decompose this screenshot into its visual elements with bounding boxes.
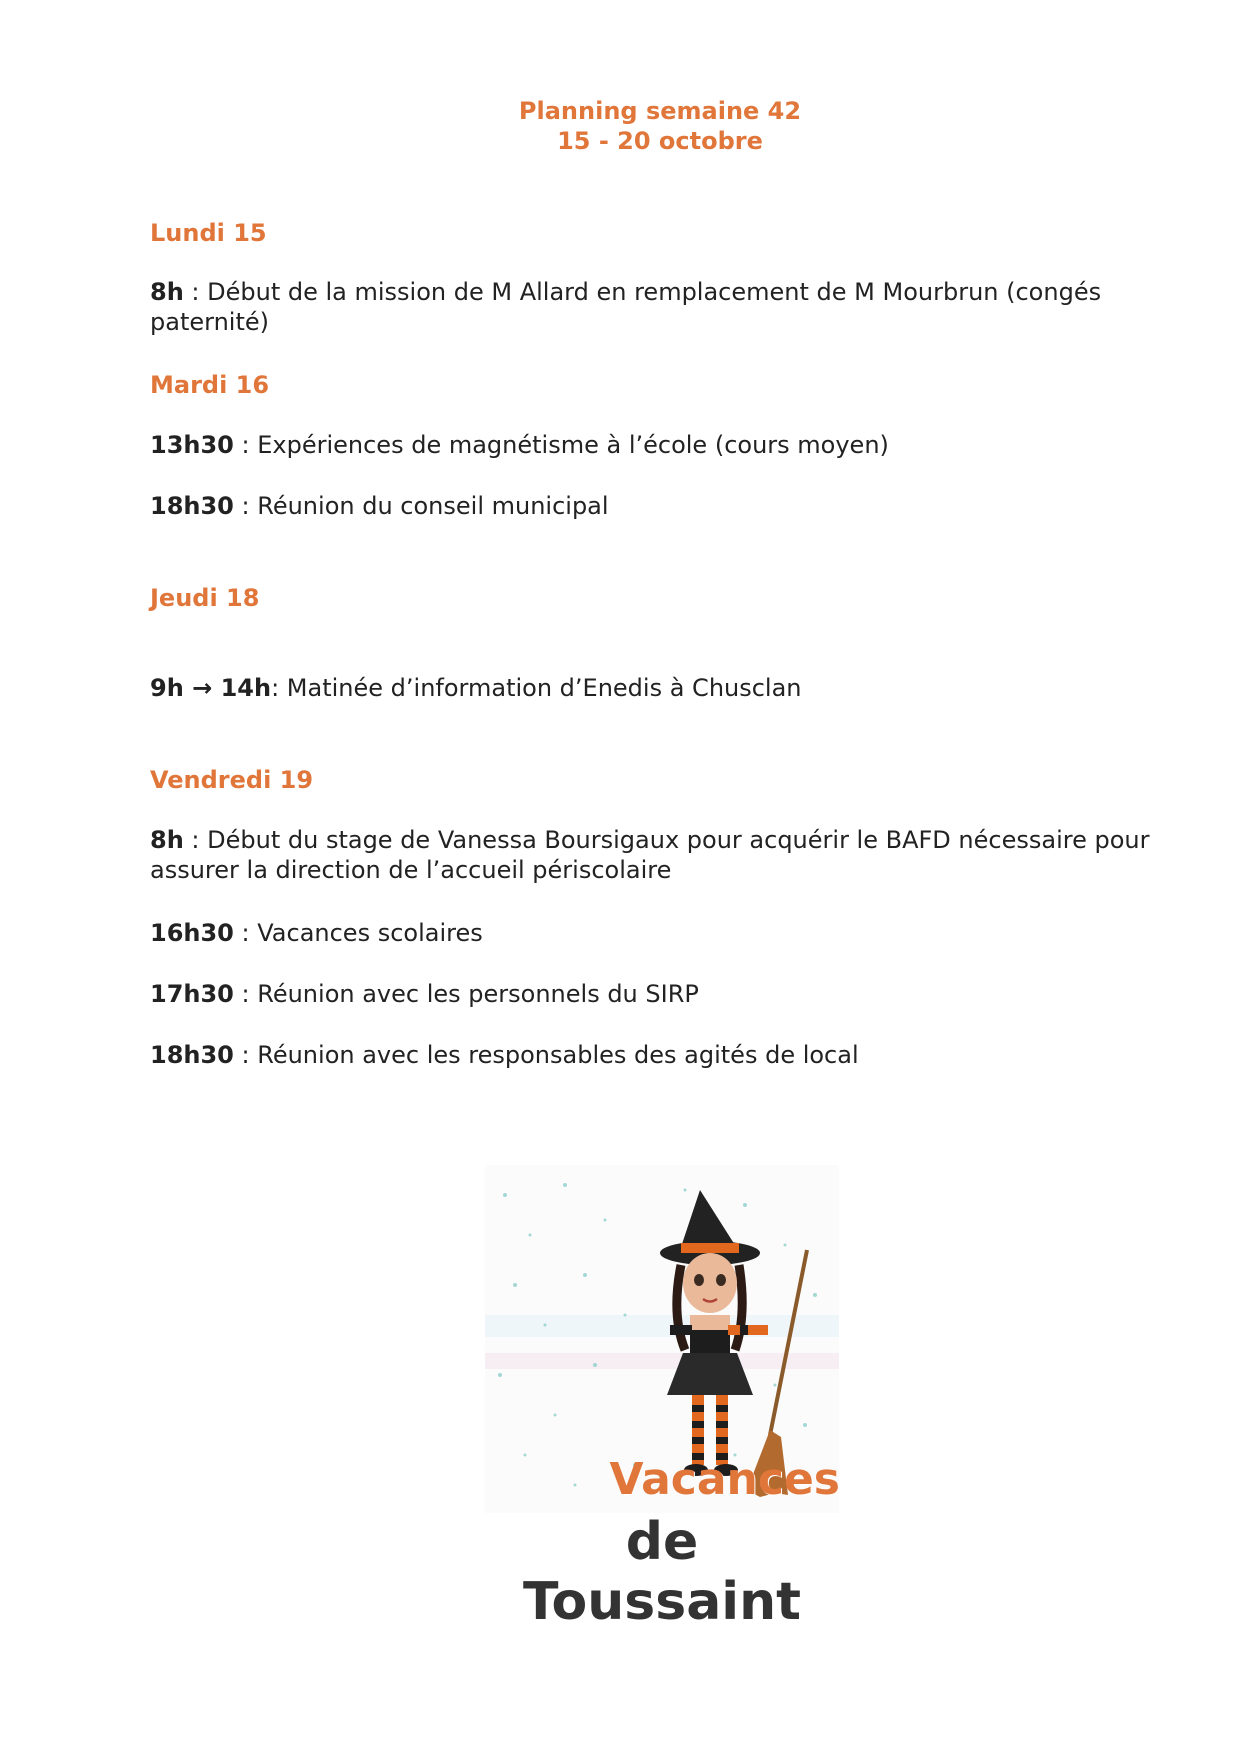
caption-vacances: Vacances [609, 1454, 840, 1505]
schedule-entry [150, 673, 1160, 703]
schedule-entry [150, 825, 1160, 885]
day-heading-vendredi: Vendredi 19 [150, 766, 314, 794]
entry-time: 18h30 [150, 492, 234, 520]
entry-time: 8h [150, 278, 184, 306]
entry-text: : Réunion avec les personnels du SIRP [233, 980, 699, 1008]
schedule-entry [150, 979, 1160, 1009]
day-heading-lundi: Lundi 15 [150, 219, 267, 247]
schedule-entry [150, 918, 1160, 948]
day-heading-mardi: Mardi 16 [150, 371, 270, 399]
schedule-entry [150, 430, 1160, 460]
title-line-1: Planning semaine 42 [518, 97, 802, 125]
day-heading-jeudi: Jeudi 18 [150, 584, 260, 612]
entry-text: : Réunion avec les responsables des agités de local [233, 1041, 859, 1069]
entry-time: 18h30 [150, 1041, 234, 1069]
caption-toussaint: de Toussaint [522, 1512, 801, 1632]
entry-time: 16h30 [150, 919, 234, 947]
entry-text: : Début de la mission de M Allard en remplacement de M Mourbrun (congés paternité) [150, 278, 1102, 336]
entry-text: : Vacances scolaires [233, 919, 483, 947]
entry-time: 8h [150, 826, 184, 854]
entry-time: 17h30 [150, 980, 234, 1008]
entry-time: 9h → 14h [150, 674, 272, 702]
title-line-2: 15 - 20 octobre [557, 127, 763, 155]
entry-text: : Expériences de magnétisme à l’école (cours moyen) [233, 431, 889, 459]
entry-text: : Réunion du conseil municipal [233, 492, 609, 520]
schedule-entry [150, 277, 1160, 337]
entry-text: : Matinée d’information d’Enedis à Chusclan [271, 674, 802, 702]
entry-text: : Début du stage de Vanessa Boursigaux pour acquérir le BAFD nécessaire pour assurer la direction de l’accueil périscolaire [150, 826, 1150, 884]
entry-time: 13h30 [150, 431, 234, 459]
schedule-entry [150, 1040, 1160, 1070]
schedule-entry [150, 491, 1160, 521]
